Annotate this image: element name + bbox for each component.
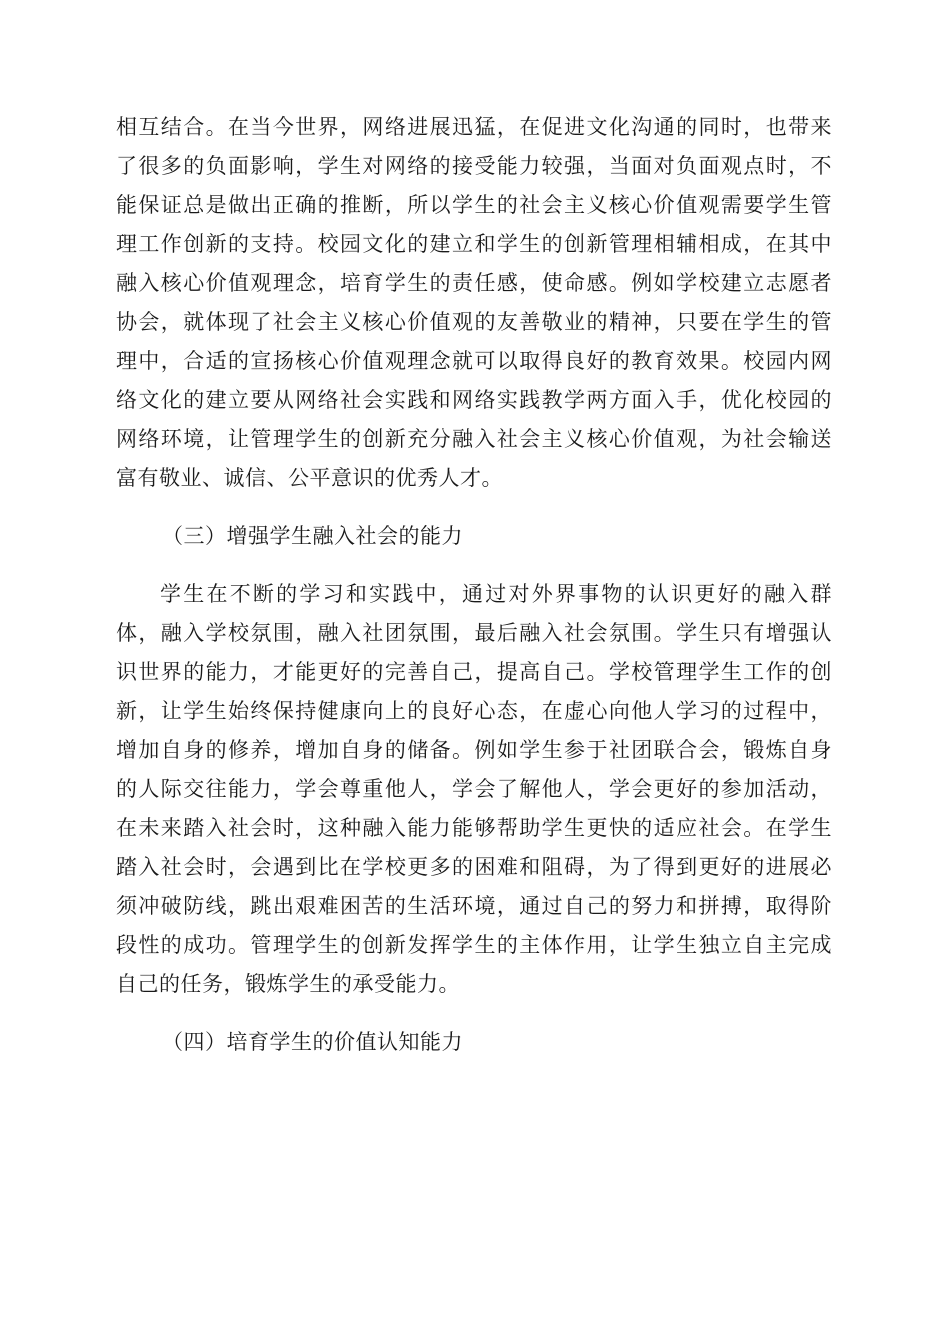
text-line: 自己的任务，锻炼学生的承受能力。 xyxy=(116,972,460,996)
paragraph-core-values xyxy=(116,108,832,498)
text-line: 学生在不断的学习和实践中，通过对外界事物的认识更好的融入群 xyxy=(160,582,832,606)
text-line: 踏入社会时，会遇到比在学校更多的困难和阻碍，为了得到更好的进展必 xyxy=(116,855,832,879)
text-line: 网络环境，让管理学生的创新充分融入社会主义核心价值观，为社会输送 xyxy=(116,427,832,451)
text-line: 络文化的建立要从网络社会实践和网络实践教学两方面入手，优化校园的 xyxy=(116,388,832,412)
text-line: 理工作创新的支持。校园文化的建立和学生的创新管理相辅相成，在其中 xyxy=(116,232,832,256)
text-line: 融入核心价值观理念，培育学生的责任感，使命感。例如学校建立志愿者 xyxy=(116,271,832,295)
heading-text: （三）增强学生融入社会的能力 xyxy=(162,524,463,548)
text-line: 理中，合适的宣扬核心价值观理念就可以取得良好的教育效果。校园内网 xyxy=(116,349,832,373)
text-line: 识世界的能力，才能更好的完善自己，提高自己。学校管理学生工作的创 xyxy=(116,660,832,684)
text-line: 新，让学生始终保持健康向上的良好心态，在虚心向他人学习的过程中， xyxy=(116,699,832,723)
text-line: 在未来踏入社会时，这种融入能力能够帮助学生更快的适应社会。在学生 xyxy=(116,816,832,840)
heading-text: （四）培育学生的价值认知能力 xyxy=(162,1030,463,1054)
text-line: 相互结合。在当今世界，网络进展迅猛，在促进文化沟通的同时，也带来 xyxy=(116,115,832,139)
text-line: 协会，就体现了社会主义核心价值观的友善敬业的精神，只要在学生的管 xyxy=(116,310,832,334)
text-line: 须冲破防线，跳出艰难困苦的生活环境，通过自己的努力和拼搏，取得阶 xyxy=(116,894,832,918)
text-line: 富有敬业、诚信、公平意识的优秀人才。 xyxy=(116,466,503,490)
text-line: 的人际交往能力，学会尊重他人，学会了解他人，学会更好的参加活动， xyxy=(116,777,832,801)
text-line: 段性的成功。管理学生的创新发挥学生的主体作用，让学生独立自主完成 xyxy=(116,933,832,957)
document-body xyxy=(116,108,832,1062)
text-line: 能保证总是做出正确的推断，所以学生的社会主义核心价值观需要学生管 xyxy=(116,193,832,217)
section-heading-4 xyxy=(116,1023,832,1062)
section-heading-3 xyxy=(116,517,832,556)
text-line: 了很多的负面影响，学生对网络的接受能力较强，当面对负面观点时，不 xyxy=(116,154,832,178)
text-line: 体，融入学校氛围，融入社团氛围，最后融入社会氛围。学生只有增强认 xyxy=(116,621,832,645)
text-line: 增加自身的修养，增加自身的储备。例如学生参于社团联合会，锻炼自身 xyxy=(116,738,832,762)
paragraph-social-integration xyxy=(116,575,832,1004)
